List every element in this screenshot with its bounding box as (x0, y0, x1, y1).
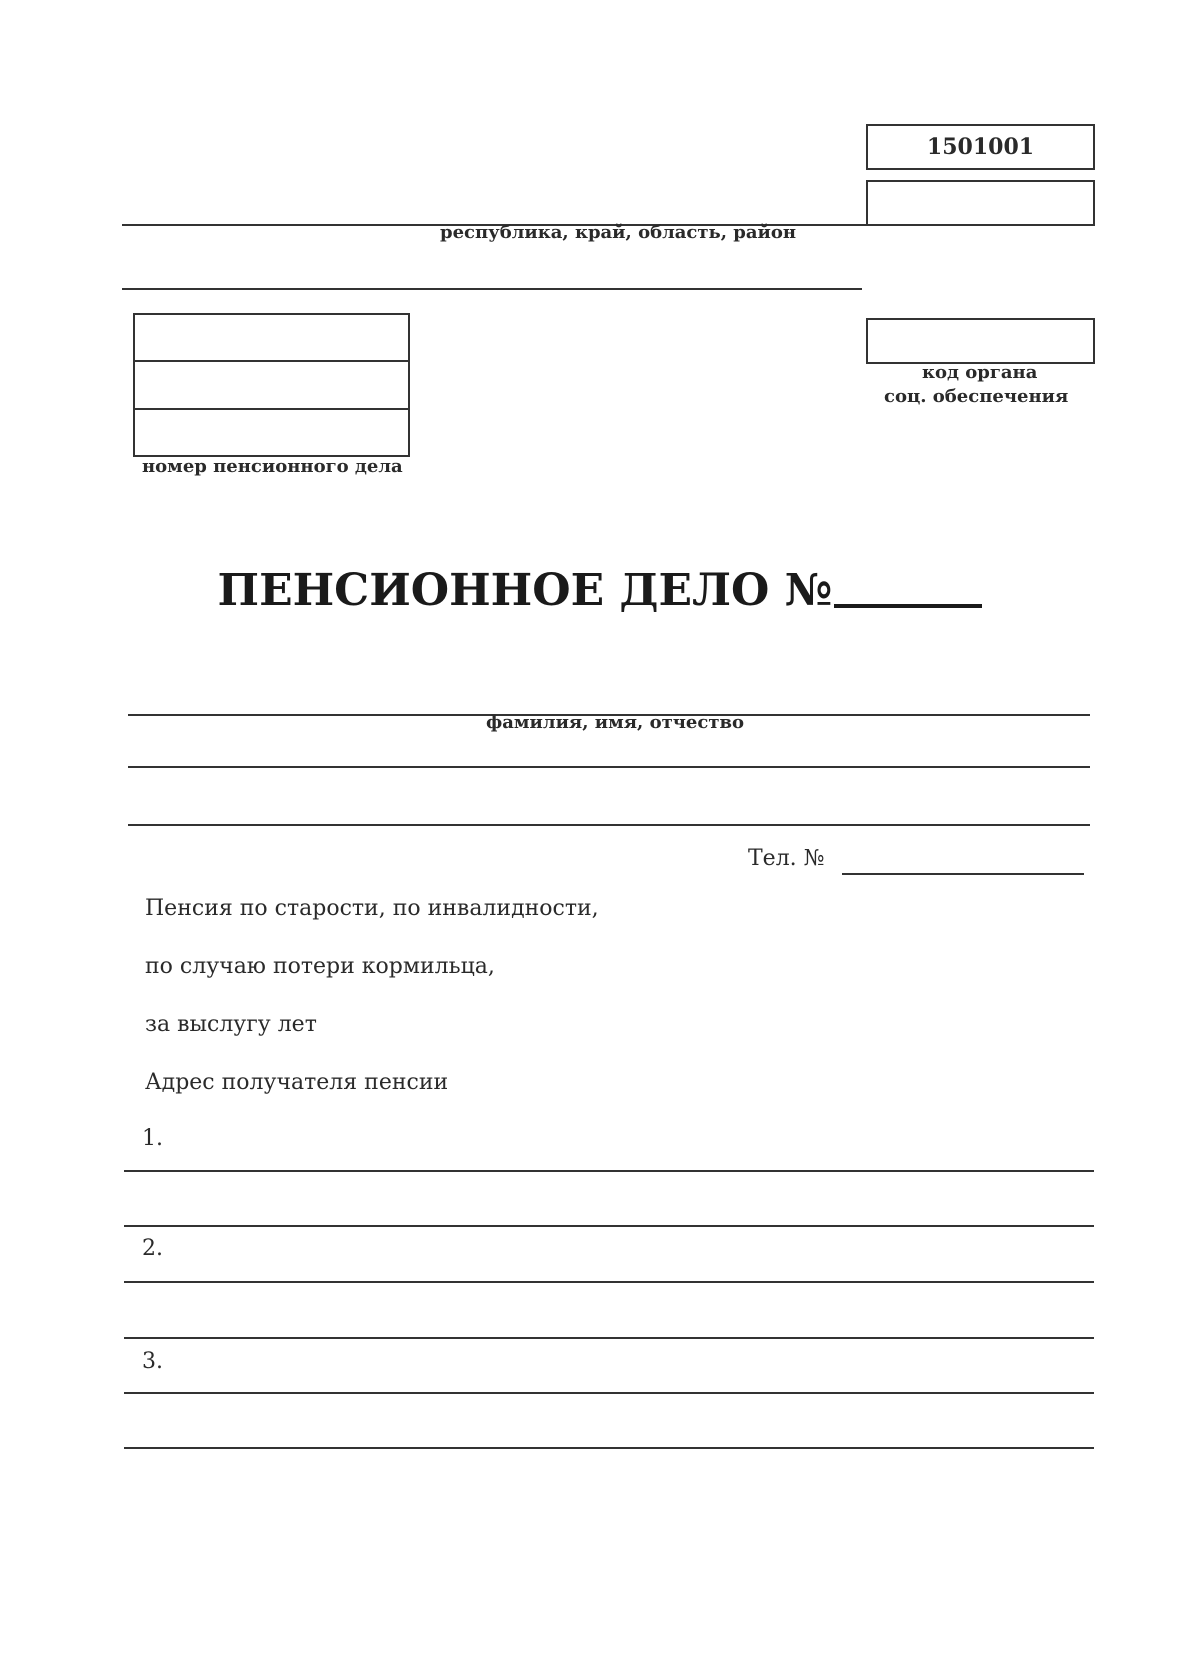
address-item-number: 1. (142, 1126, 163, 1151)
address-label: Адрес получателя пенсии (145, 1070, 449, 1095)
secondary-code-field[interactable] (868, 182, 1093, 224)
agency-code-caption-line1: код органа (922, 362, 1038, 383)
case-number-caption: номер пенсионного дела (142, 456, 403, 477)
agency-code-caption-line2: соц. обеспечения (884, 386, 1069, 407)
region-caption: республика, край, область, район (440, 222, 797, 243)
phone-line[interactable] (842, 873, 1084, 875)
name-line-3[interactable] (128, 824, 1090, 826)
title-text: ПЕНСИОННОЕ ДЕЛО № (217, 565, 833, 616)
form-code-box (866, 124, 1095, 170)
case-number-cell[interactable] (135, 362, 408, 409)
page-title (0, 560, 1200, 616)
address-item-number: 3. (142, 1349, 163, 1374)
pension-type-line1: Пенсия по старости, по инвалидности, (145, 896, 599, 921)
address-item-number: 2. (142, 1236, 163, 1261)
address-line[interactable] (124, 1447, 1094, 1449)
pension-type-line3: за выслугу лет (145, 1012, 317, 1037)
address-line[interactable] (124, 1170, 1094, 1172)
pension-type-line2: по случаю потери кормильца, (145, 954, 495, 979)
name-caption: фамилия, имя, отчество (486, 712, 744, 733)
address-line[interactable] (124, 1225, 1094, 1227)
address-line[interactable] (124, 1392, 1094, 1394)
case-number-blank[interactable] (834, 560, 982, 608)
case-number-table (133, 313, 410, 457)
secondary-code-box[interactable] (866, 180, 1095, 226)
case-number-cell[interactable] (135, 410, 408, 455)
agency-code-box[interactable] (866, 318, 1095, 364)
name-line-2[interactable] (128, 766, 1090, 768)
case-number-cell[interactable] (135, 315, 408, 362)
address-line[interactable] (124, 1337, 1094, 1339)
phone-label: Тел. № (748, 846, 825, 871)
form-code: 1501001 (926, 134, 1035, 160)
region-line-2 (122, 288, 862, 290)
agency-code-field[interactable] (868, 320, 1093, 362)
address-line[interactable] (124, 1281, 1094, 1283)
